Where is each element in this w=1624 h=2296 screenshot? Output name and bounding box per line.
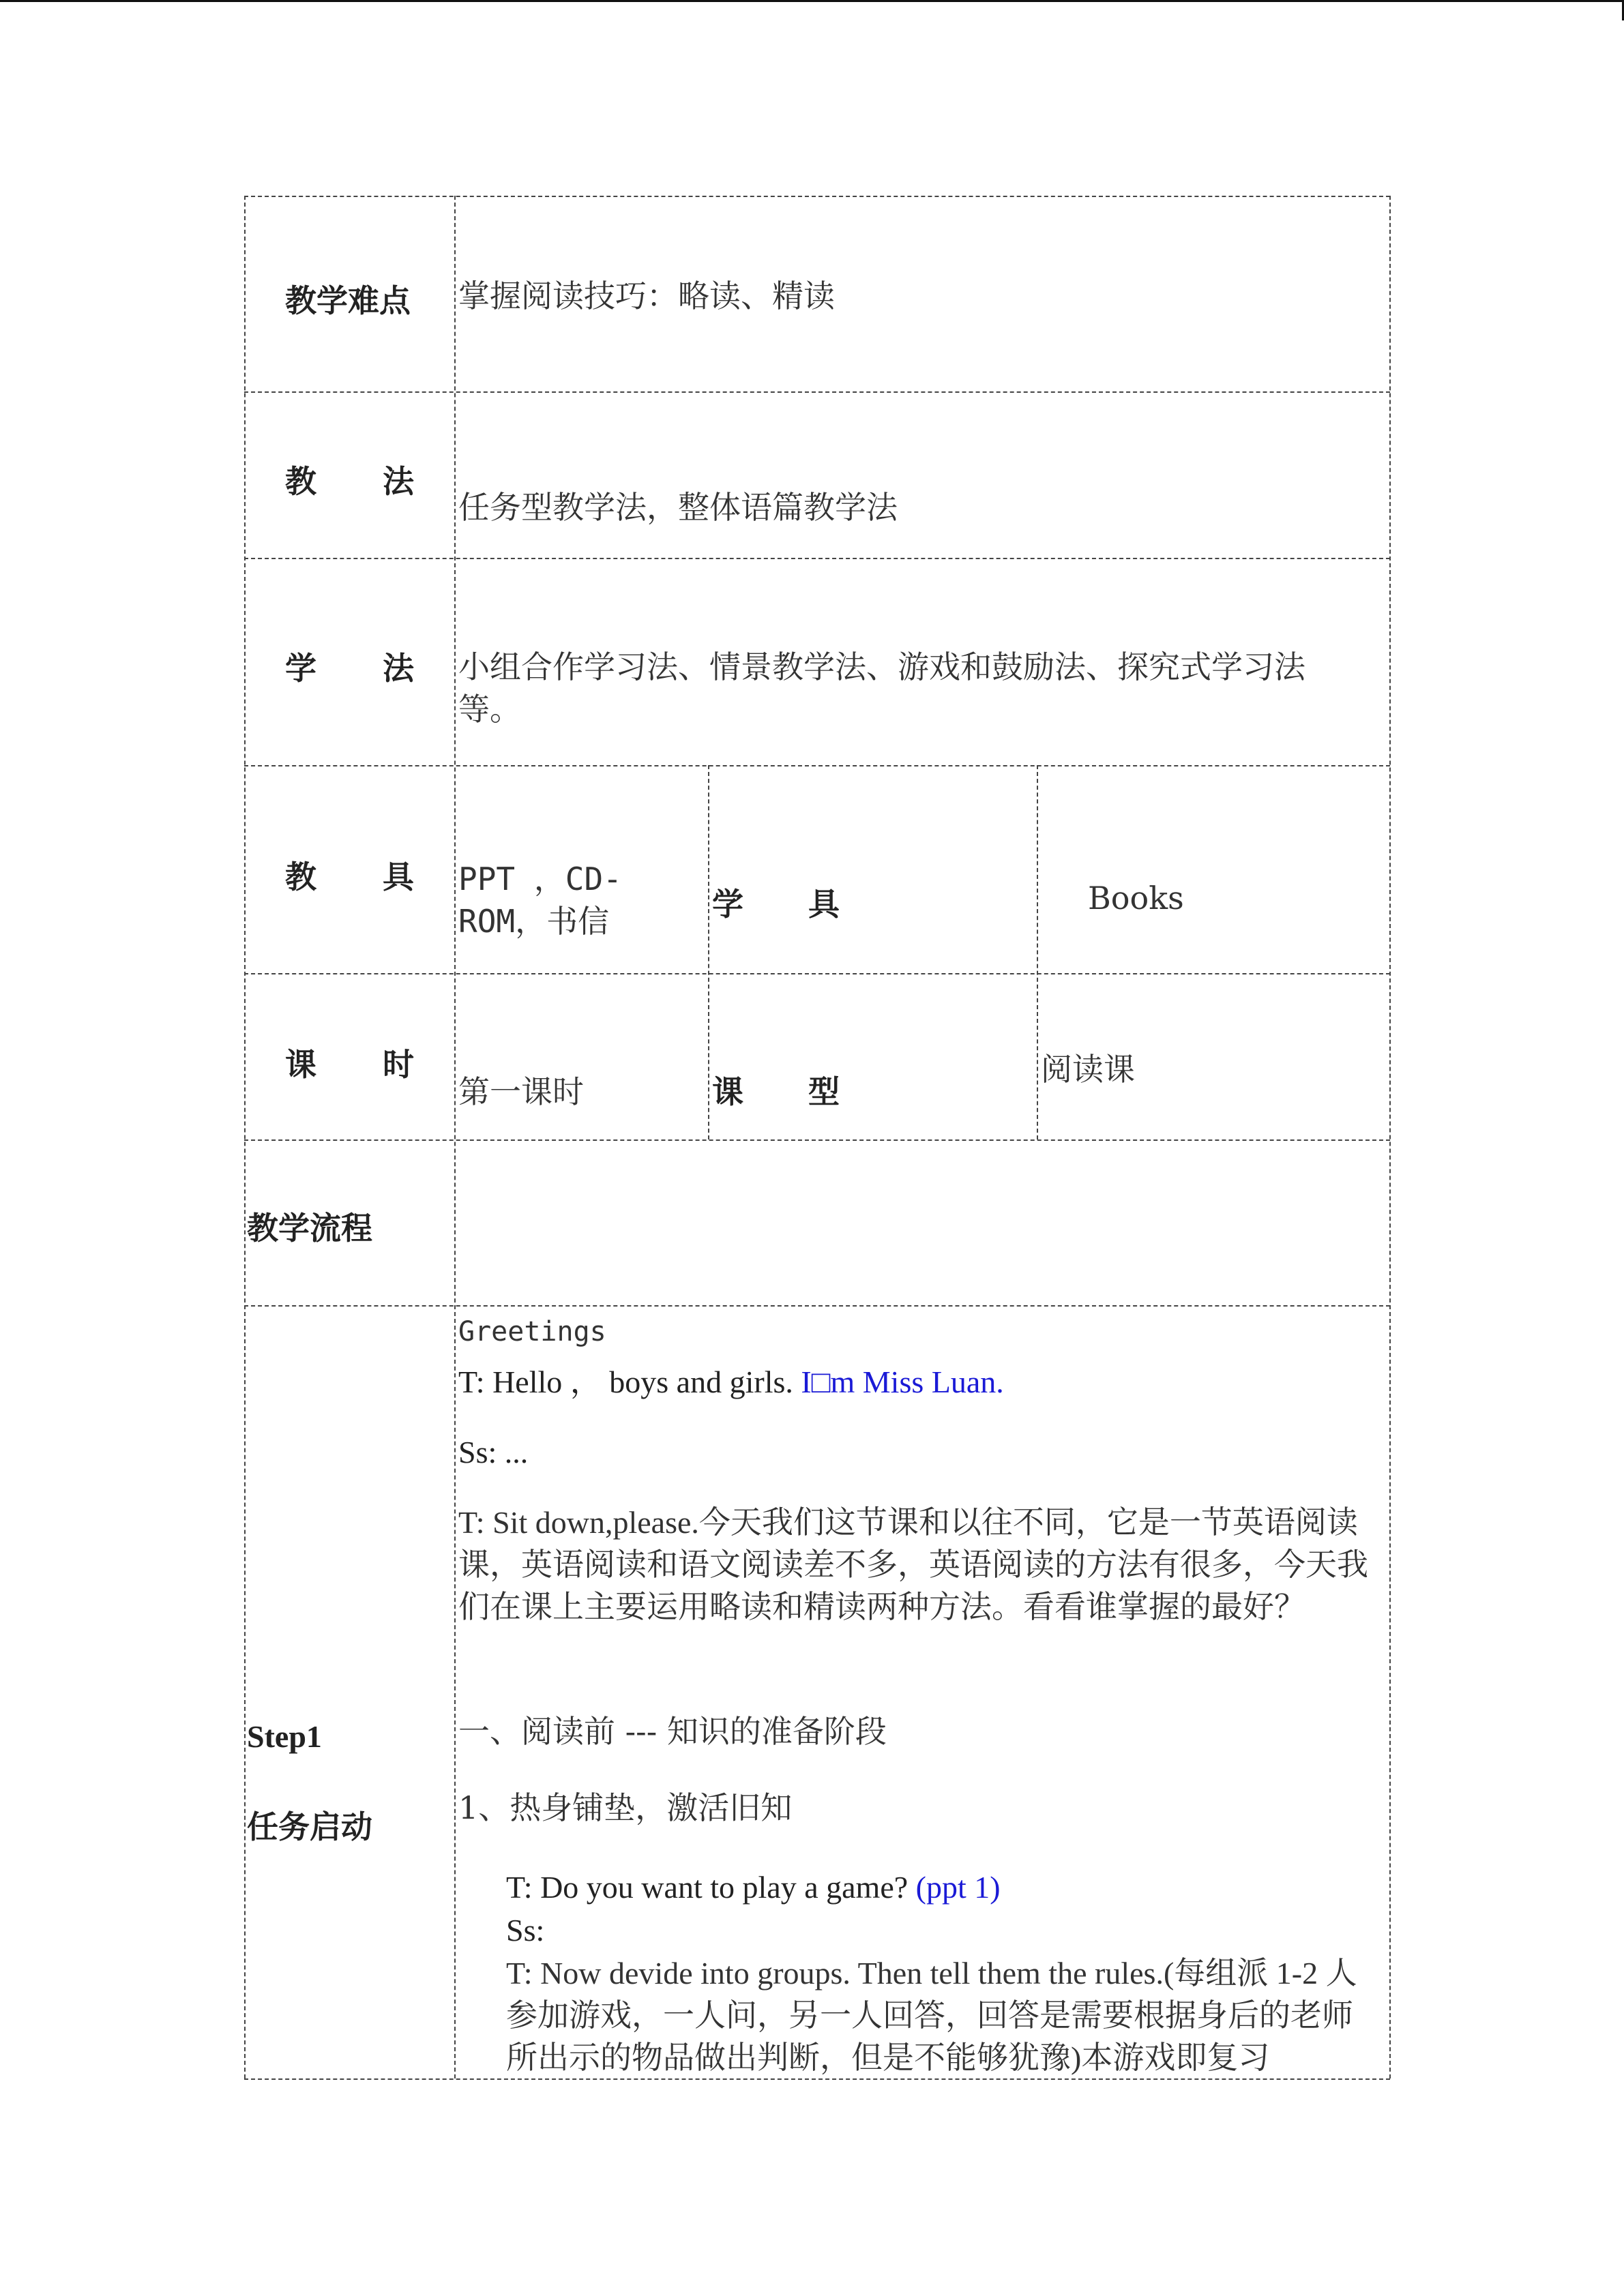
- ppt-reference: (ppt 1): [915, 1870, 1001, 1905]
- table-column-divider: [454, 196, 456, 2078]
- students-reply-2: Ss:: [506, 1913, 545, 1948]
- student-tools-label-char2: 具: [808, 886, 840, 923]
- learning-method-label-char2: 法: [383, 650, 414, 687]
- section-before-reading: 一、阅读前 --- 知识的准备阶段: [458, 1713, 887, 1750]
- difficulty-value: 掌握阅读技巧：略读、精读: [458, 278, 835, 314]
- teaching-tools-label-char1: 教: [285, 859, 316, 895]
- period-label-char1: 课: [285, 1046, 316, 1083]
- student-tools-value: Books: [1088, 880, 1184, 916]
- period-value: 第一课时: [458, 1073, 584, 1110]
- greetings-heading: Greetings: [458, 1316, 606, 1347]
- table-row-divider: [244, 391, 1390, 393]
- teaching-tools-label-char2: 具: [383, 859, 414, 895]
- teaching-method-value: 任务型教学法，整体语篇教学法: [458, 489, 898, 526]
- period-label-char2: 时: [383, 1046, 414, 1083]
- teacher-name-text: I□m Miss Luan.: [801, 1365, 1004, 1399]
- table-row-divider: [244, 1139, 1390, 1141]
- difficulty-label: 教学难点: [285, 282, 411, 319]
- step1-name: 任务启动: [247, 1808, 372, 1845]
- teacher-hello-line: [458, 1357, 1004, 1402]
- teaching-tools-value: PPT ，CD-ROM，书信: [458, 861, 622, 940]
- table-row-divider: [244, 558, 1390, 559]
- teaching-method-label-char2: 法: [383, 463, 414, 500]
- student-tools-label-char1: 学: [712, 886, 743, 923]
- step1-label: Step1: [247, 1719, 322, 1754]
- table-column-divider: [708, 765, 709, 1139]
- students-reply-1: Ss: ...: [458, 1435, 529, 1470]
- teacher-intro-paragraph: T: Sit down,please.今天我们这节课和以往不同，它是一节英语阅读课，英语阅读和语文阅读差不多，英语阅读的方法有很多，今天我们在课上主要运用略读和精读两种方法。看看谁掌握的最好？: [458, 1505, 1368, 1624]
- table-column-divider: [1037, 765, 1038, 1139]
- lesson-type-label-char2: 型: [808, 1073, 840, 1110]
- learning-method-value: 小组合作学习法、情景教学法、游戏和鼓励法、探究式学习法等。: [458, 648, 1305, 728]
- table-border-top: [244, 196, 1390, 197]
- table-border-left: [244, 196, 246, 2078]
- teacher-game-line: [506, 1869, 1001, 1905]
- teaching-method-label-char1: 教: [285, 463, 316, 500]
- table-border-right: [1389, 196, 1391, 2078]
- table-border-bottom: [244, 2078, 1390, 2080]
- table-row-divider: [244, 765, 1390, 766]
- learning-method-label-char1: 学: [285, 650, 316, 687]
- teaching-process-label: 教学流程: [247, 1210, 372, 1247]
- teacher-game-rules: T: Now devide into groups. Then tell them the rules.(每组派 1-2 人参加游戏，一人问，另一人回答，回答是需要根据身后的老师所出示的物品做出判断，但是不能够犹豫)本游戏即复习: [506, 1956, 1357, 2075]
- teacher-game-text: T: Do you want to play a game?: [506, 1870, 916, 1905]
- lesson-type-value: 阅读课: [1041, 1051, 1135, 1088]
- table-row-divider: [244, 973, 1390, 974]
- table-row-divider: [244, 1305, 1390, 1307]
- teacher-hello-text: T: Hello ， boys and girls.: [458, 1365, 801, 1399]
- warm-up-subheading: 1、热身铺垫，激活旧知: [458, 1789, 793, 1826]
- lesson-type-label-char1: 课: [712, 1073, 743, 1110]
